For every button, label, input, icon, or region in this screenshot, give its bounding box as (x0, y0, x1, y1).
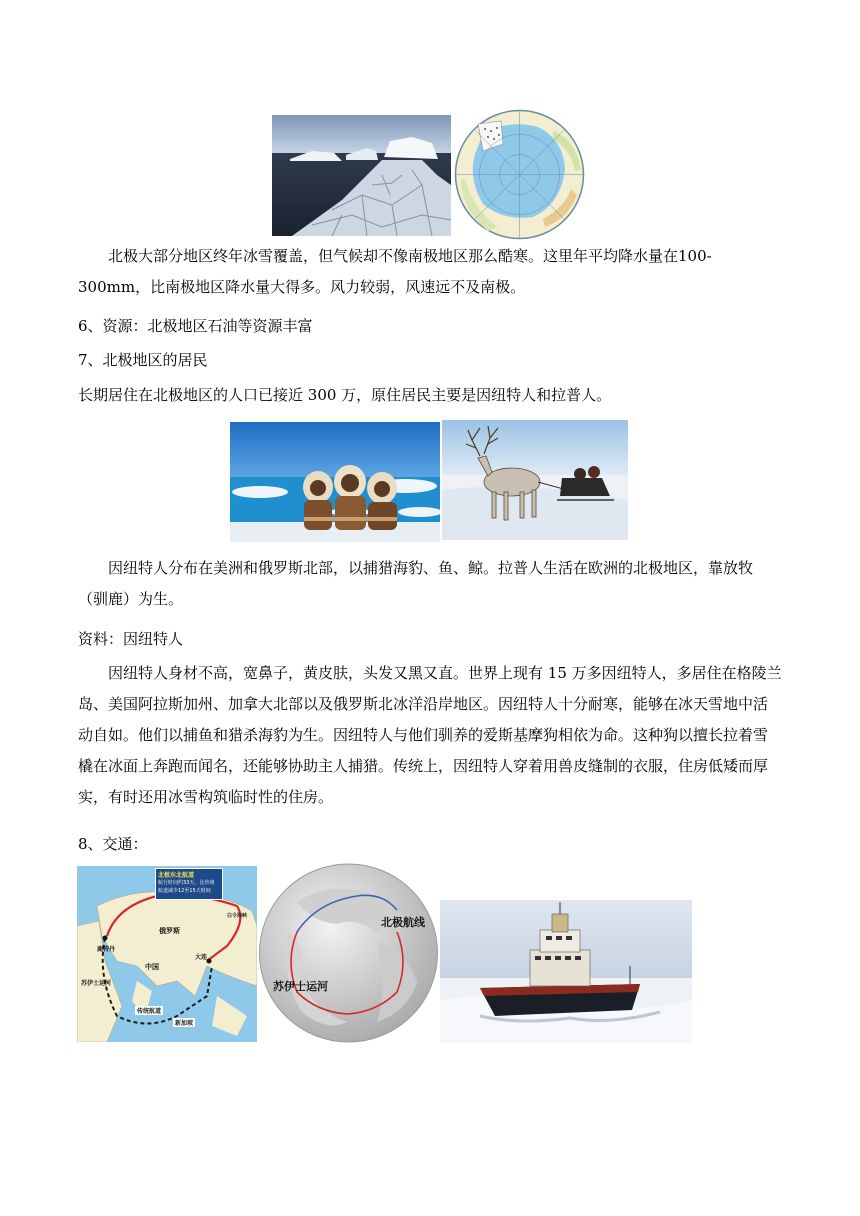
traditional-route-label: 传统航道 (137, 1008, 162, 1015)
china-label: 中国 (145, 963, 159, 971)
residents-heading: 7、北极地区的居民 (78, 351, 208, 369)
bering-strait-label: 白令海峡 (227, 913, 248, 919)
arctic-route-globe (257, 862, 440, 1044)
icebreaker-photo (440, 900, 692, 1043)
globe-suez-label: 苏伊士运河 (273, 980, 328, 993)
iceberg-photo (272, 115, 451, 236)
reindeer-sled-photo (442, 420, 628, 540)
route-box-line2: 航道减少12至15天时间 (158, 888, 211, 894)
arctic-polar-map (453, 109, 586, 240)
inuit-people-photo (230, 422, 440, 542)
singapore-label: 新加坡 (175, 1020, 194, 1027)
arctic-climate-paragraph: 北极大部分地区终年冰雪覆盖，但气候却不像南极地区那么酷寒。这里年平均降水量在100-300mm，比南极地区降水量大得多。风力较弱，风速远不及南极。 (78, 247, 712, 296)
peoples-paragraph: 因纽特人分布在美洲和俄罗斯北部，以捕猎海豹、鱼、鲸。拉普人生活在欧洲的北极地区，靠放牧（驯鹿）为生。 (78, 559, 754, 608)
route-box-title: 北极东北航道 (158, 872, 195, 879)
population-line: 长期居住在北极地区的人口已接近 300 万，原住居民主要是因纽特人和拉普人。 (78, 386, 612, 404)
resources-line: 6、资源：北极地区石油等资源丰富 (78, 317, 313, 335)
inuit-paragraph: 因纽特人身材不高，宽鼻子，黄皮肤，头发又黑又直。世界上现有 15 万多因纽特人，多居住在格陵兰岛、美国阿拉斯加州、加拿大北部以及俄罗斯北冰洋沿岸地区。因纽特人十分耐寒，能够在冰天雪地中活动自如。他们以捕鱼和猎杀海豹为生。因纽特人与他们驯养的爱斯基摩狗相依为命。这种狗以擅长拉着雪橇在冰面上奔跑而闻名，还能够协助主人捕猎。传统上，因纽特人穿着用兽皮缝制的衣服，住房低矮而厚实，有时还用冰雪构筑临时性的住房。 (78, 664, 782, 806)
russia-label: 俄罗斯 (159, 927, 180, 935)
rotterdam-label: 鹿特丹 (97, 946, 116, 953)
material-heading: 资料：因纽特人 (78, 630, 184, 648)
suez-canal-label: 苏伊士运河 (81, 980, 112, 987)
transport-heading: 8、交通： (78, 835, 148, 853)
arctic-route-label: 北极航线 (381, 916, 425, 929)
northeast-passage-map (77, 866, 257, 1042)
dalian-label: 大连 (195, 954, 208, 961)
route-box-line1: 航行时间约33天，比传统 (158, 880, 215, 886)
